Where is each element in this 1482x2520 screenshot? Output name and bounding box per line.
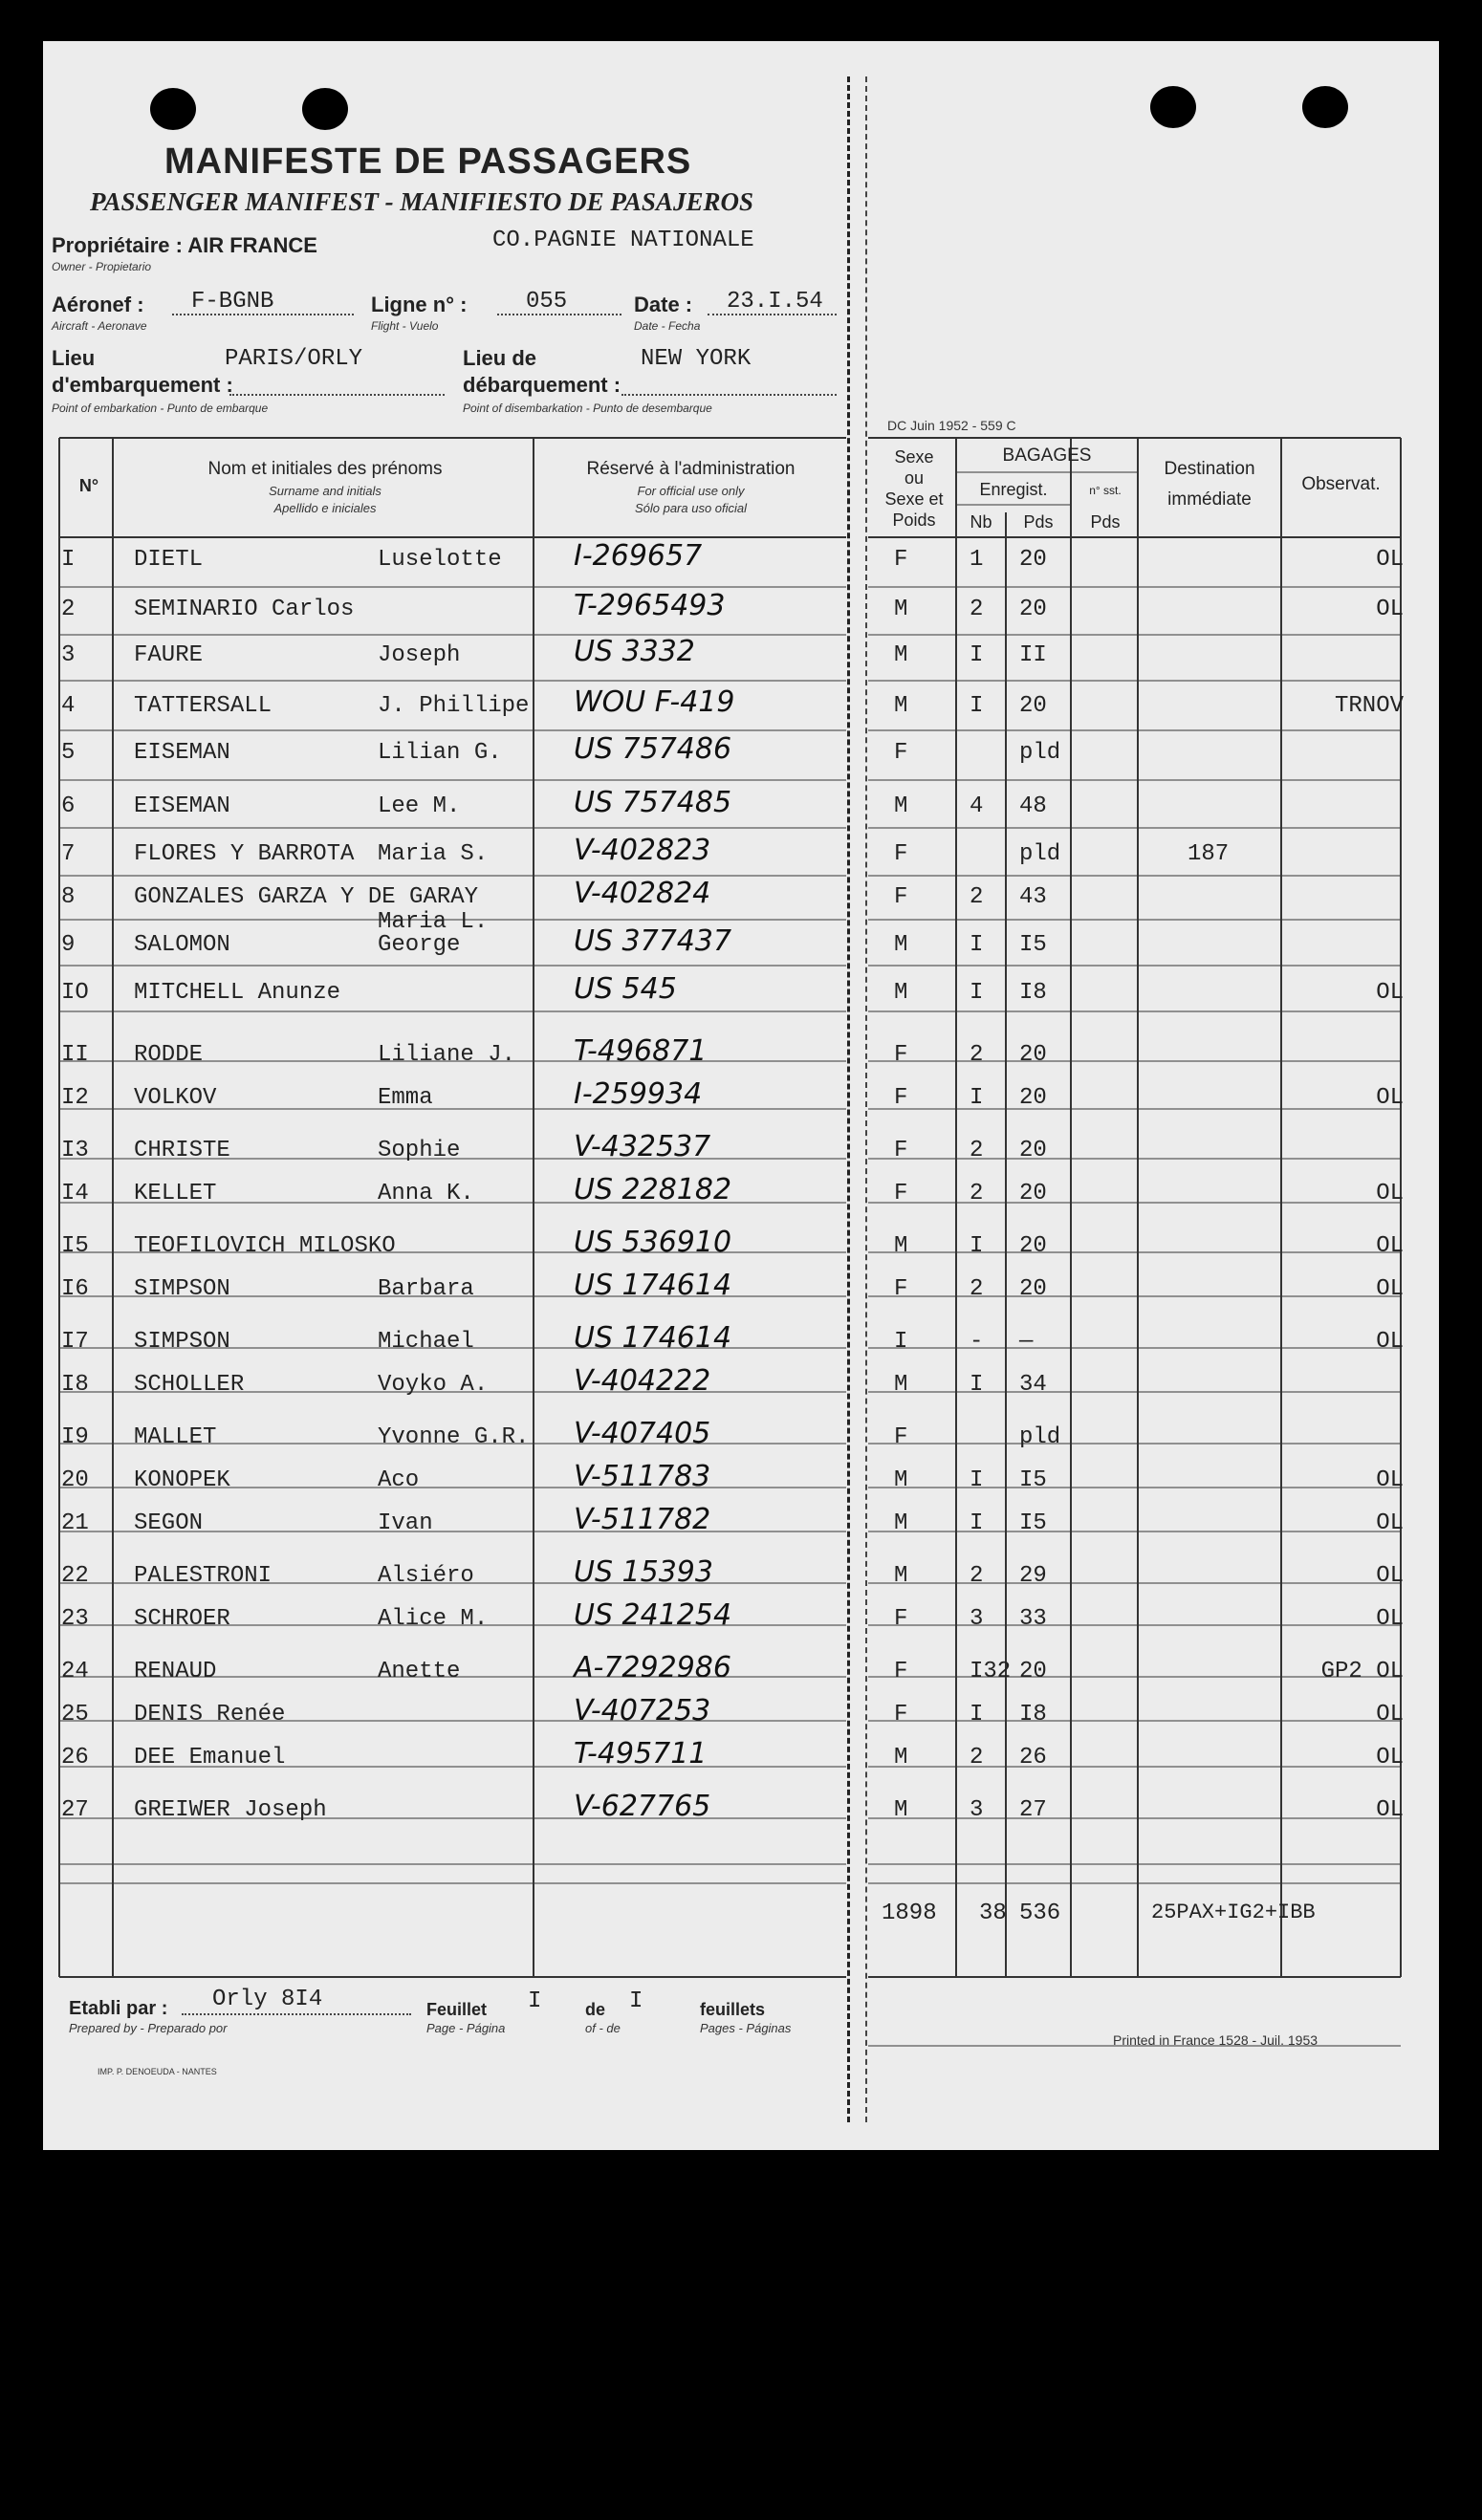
row-nb: I bbox=[970, 693, 984, 719]
row-surname: VOLKOV bbox=[134, 1085, 217, 1111]
row-admin: US 15393 bbox=[574, 1555, 713, 1589]
col-header-no: N° bbox=[78, 476, 99, 495]
row-admin: US 241254 bbox=[574, 1598, 732, 1632]
col-header-admin: Réservé à l'administration bbox=[586, 459, 795, 479]
row-first: Sophie bbox=[378, 1138, 461, 1163]
row-no: II bbox=[61, 1042, 89, 1068]
row-first: Anette bbox=[378, 1659, 461, 1684]
row-pds: 20 bbox=[1019, 1085, 1047, 1111]
row-pds: 34 bbox=[1019, 1372, 1047, 1398]
page-value: I bbox=[528, 1988, 542, 2014]
row-no: 9 bbox=[61, 932, 76, 958]
row-pds: pld bbox=[1019, 1424, 1061, 1450]
col-header-nb: Nb bbox=[970, 512, 992, 532]
row-no: 3 bbox=[61, 642, 76, 668]
row-surname: EISEMAN bbox=[134, 740, 230, 766]
row-admin: WOU F-419 bbox=[574, 685, 735, 719]
col-header-supp: n° sst. bbox=[1089, 484, 1122, 497]
row-pds: 20 bbox=[1019, 1042, 1047, 1068]
row-first: Emma bbox=[378, 1085, 433, 1111]
row-surname: MALLET bbox=[134, 1424, 217, 1450]
page-sub: Page - Página bbox=[426, 2021, 506, 2035]
row-pds: 20 bbox=[1019, 1276, 1047, 1302]
col-header-sex: Sexe et bbox=[884, 489, 944, 509]
row-nb: 2 bbox=[970, 1276, 984, 1302]
row-obs: OL bbox=[1376, 1085, 1404, 1111]
row-surname: DEE Emanuel bbox=[134, 1745, 286, 1771]
row-nb: I bbox=[970, 1702, 984, 1727]
row-first: Michael bbox=[378, 1329, 474, 1355]
row-sex: F bbox=[894, 740, 908, 766]
row-pds: 20 bbox=[1019, 1659, 1047, 1684]
row-no: 8 bbox=[61, 884, 76, 910]
row-obs: OL bbox=[1376, 1329, 1404, 1355]
row-admin: US 174614 bbox=[574, 1269, 732, 1302]
aircraft-value: F-BGNB bbox=[191, 289, 274, 315]
row-sex: M bbox=[894, 693, 908, 719]
row-surname: KONOPEK bbox=[134, 1467, 230, 1493]
row-pds: 27 bbox=[1019, 1797, 1047, 1823]
flight-label: Ligne n° : bbox=[371, 293, 468, 316]
prepared-sub: Prepared by - Preparado por bbox=[69, 2021, 228, 2035]
col-header-pds: Pds bbox=[1023, 512, 1054, 532]
row-pds: pld bbox=[1019, 740, 1061, 766]
row-surname: DENIS Renée bbox=[134, 1702, 286, 1727]
row-nb: I32 bbox=[970, 1659, 1012, 1684]
row-admin: V-432537 bbox=[574, 1130, 711, 1163]
row-sex: I bbox=[894, 1329, 908, 1355]
of-sub: of - de bbox=[585, 2021, 621, 2035]
row-obs: OL bbox=[1376, 1233, 1404, 1259]
row-pds: 20 bbox=[1019, 597, 1047, 622]
row-surname: MITCHELL Anunze bbox=[134, 980, 341, 1006]
row-first: Alsiéro bbox=[378, 1563, 474, 1589]
row-obs: OL bbox=[1376, 980, 1404, 1006]
row-sex: M bbox=[894, 1372, 908, 1398]
row-admin: I-269657 bbox=[574, 539, 703, 573]
row-surname: FAURE bbox=[134, 642, 204, 668]
row-surname: TATTERSALL bbox=[134, 693, 272, 719]
row-sex: M bbox=[894, 1797, 908, 1823]
row-no: I bbox=[61, 547, 76, 573]
disembark-sub: Point of disembarkation - Punto de desembarque bbox=[463, 402, 712, 415]
row-first: Joseph bbox=[378, 642, 461, 668]
row-surname: CHRISTE bbox=[134, 1138, 230, 1163]
row-first: J. Phillipe bbox=[378, 693, 530, 719]
row-extra: Maria L. bbox=[378, 909, 489, 935]
row-surname: SIMPSON bbox=[134, 1276, 230, 1302]
row-no: 20 bbox=[61, 1467, 89, 1493]
row-pds: I5 bbox=[1019, 1467, 1047, 1493]
row-admin: US 545 bbox=[574, 972, 677, 1006]
row-no: I7 bbox=[61, 1329, 89, 1355]
col-header-enreg: Enregist. bbox=[979, 480, 1048, 499]
row-admin: US 228182 bbox=[574, 1173, 732, 1206]
row-no: 7 bbox=[61, 841, 76, 867]
row-pds: 20 bbox=[1019, 1233, 1047, 1259]
owner-sub: Owner - Propietario bbox=[52, 260, 152, 273]
row-surname: RODDE bbox=[134, 1042, 204, 1068]
embark-label-2: d'embarquement : bbox=[52, 373, 233, 397]
row-surname: DIETL bbox=[134, 547, 204, 573]
aircraft-label: Aéronef : bbox=[52, 293, 144, 316]
row-admin: V-407405 bbox=[574, 1417, 711, 1450]
row-pds: 48 bbox=[1019, 793, 1047, 819]
row-no: I2 bbox=[61, 1085, 89, 1111]
row-obs: OL bbox=[1376, 1606, 1404, 1632]
row-pds: 33 bbox=[1019, 1606, 1047, 1632]
row-obs: OL bbox=[1376, 1702, 1404, 1727]
row-surname: SCHOLLER bbox=[134, 1372, 245, 1398]
row-no: 22 bbox=[61, 1563, 89, 1589]
row-first: Anna K. bbox=[378, 1181, 474, 1206]
total-dest: 25PAX+IG2+IBB bbox=[1151, 1901, 1316, 1924]
disembark-label: Lieu de bbox=[463, 346, 537, 370]
pages-sub: Pages - Páginas bbox=[700, 2021, 792, 2035]
row-admin: US 174614 bbox=[574, 1321, 732, 1355]
row-sex: M bbox=[894, 597, 908, 622]
row-sex: F bbox=[894, 1659, 908, 1684]
row-obs: OL bbox=[1376, 547, 1404, 573]
form-subtitle: PASSENGER MANIFEST - MANIFIESTO DE PASAJEROS bbox=[90, 187, 753, 216]
embark-label: Lieu bbox=[52, 346, 96, 370]
row-pds: II bbox=[1019, 642, 1047, 668]
row-sex: M bbox=[894, 1510, 908, 1536]
row-pds: 20 bbox=[1019, 1181, 1047, 1206]
total-weight: 1898 bbox=[882, 1901, 937, 1926]
row-surname: SIMPSON bbox=[134, 1329, 230, 1355]
row-admin: T-496871 bbox=[574, 1034, 708, 1068]
disembark-label-2: débarquement : bbox=[463, 373, 621, 397]
col-header-dest: Destination bbox=[1164, 459, 1255, 479]
row-no: IO bbox=[61, 980, 89, 1006]
col-header-sex: Sexe bbox=[894, 447, 934, 467]
date-value: 23.I.54 bbox=[727, 289, 823, 315]
row-nb: I bbox=[970, 1085, 984, 1111]
row-no: I8 bbox=[61, 1372, 89, 1398]
row-nb: I bbox=[970, 1467, 984, 1493]
row-pds: I8 bbox=[1019, 1702, 1047, 1727]
row-no: 2 bbox=[61, 597, 76, 622]
row-admin: A-7292986 bbox=[574, 1651, 731, 1684]
of-value: I bbox=[629, 1988, 643, 2014]
row-pds: 29 bbox=[1019, 1563, 1047, 1589]
row-sex: F bbox=[894, 1606, 908, 1632]
row-pds: pld bbox=[1019, 841, 1061, 867]
row-no: I3 bbox=[61, 1138, 89, 1163]
row-no: 26 bbox=[61, 1745, 89, 1771]
row-surname: SCHROER bbox=[134, 1606, 230, 1632]
col-header-name: Nom et initiales des prénoms bbox=[207, 459, 443, 479]
row-sex: M bbox=[894, 1745, 908, 1771]
row-surname: TEOFILOVICH MILOSKO bbox=[134, 1233, 396, 1259]
row-nb: 2 bbox=[970, 1042, 984, 1068]
row-admin: V-511782 bbox=[574, 1503, 711, 1536]
row-first: Yvonne G.R. bbox=[378, 1424, 530, 1450]
row-nb: 2 bbox=[970, 884, 984, 910]
row-nb: 2 bbox=[970, 1745, 984, 1771]
row-admin: V-402823 bbox=[574, 834, 711, 867]
row-first: George bbox=[378, 932, 461, 958]
printed-in-france: Printed in France 1528 - Juil. 1953 bbox=[1113, 2032, 1319, 2048]
row-first: Liliane J. bbox=[378, 1042, 516, 1068]
pages-label: feuillets bbox=[700, 2000, 766, 2019]
row-surname: RENAUD bbox=[134, 1659, 217, 1684]
row-no: 5 bbox=[61, 740, 76, 766]
row-nb: 2 bbox=[970, 1181, 984, 1206]
row-first: Ivan bbox=[378, 1510, 433, 1536]
row-pds: 20 bbox=[1019, 693, 1047, 719]
row-pds: 43 bbox=[1019, 884, 1047, 910]
row-obs: OL bbox=[1376, 1181, 1404, 1206]
col-header-admin-sub: Sólo para uso oficial bbox=[634, 501, 748, 515]
row-first: Lilian G. bbox=[378, 740, 502, 766]
row-admin: V-404222 bbox=[574, 1364, 711, 1398]
form-title: MANIFESTE DE PASSAGERS bbox=[164, 141, 692, 182]
row-sex: M bbox=[894, 1467, 908, 1493]
row-first: Barbara bbox=[378, 1276, 474, 1302]
row-sex: F bbox=[894, 884, 908, 910]
row-pds: — bbox=[1019, 1329, 1034, 1355]
row-no: 21 bbox=[61, 1510, 89, 1536]
row-admin: V-402824 bbox=[574, 877, 711, 910]
row-nb: 1 bbox=[970, 547, 984, 573]
date-label: Date : bbox=[634, 293, 693, 316]
flight-sub: Flight - Vuelo bbox=[371, 319, 439, 333]
row-sex: M bbox=[894, 1233, 908, 1259]
prepared-value: Orly 8I4 bbox=[212, 1987, 323, 2012]
row-admin: US 3332 bbox=[574, 635, 695, 668]
flight-value: 055 bbox=[526, 289, 568, 315]
row-nb: I bbox=[970, 642, 984, 668]
row-admin: V-627765 bbox=[574, 1790, 711, 1823]
row-nb: 2 bbox=[970, 1138, 984, 1163]
row-surname: SALOMON bbox=[134, 932, 230, 958]
row-admin: US 377437 bbox=[574, 924, 732, 958]
row-dest: 187 bbox=[1188, 841, 1230, 867]
row-obs: OL bbox=[1376, 1745, 1404, 1771]
row-obs: OL bbox=[1376, 1276, 1404, 1302]
row-pds: 20 bbox=[1019, 547, 1047, 573]
row-no: I9 bbox=[61, 1424, 89, 1450]
row-admin: V-511783 bbox=[574, 1460, 711, 1493]
form-code: DC Juin 1952 - 559 C bbox=[887, 418, 1016, 433]
row-admin: T-495711 bbox=[574, 1737, 708, 1771]
prepared-label: Etabli par : bbox=[69, 1998, 168, 2019]
row-nb: I bbox=[970, 932, 984, 958]
row-sex: F bbox=[894, 1085, 908, 1111]
disembark-value: NEW YORK bbox=[641, 346, 752, 372]
row-first: Alice M. bbox=[378, 1606, 489, 1632]
row-first: Aco bbox=[378, 1467, 420, 1493]
row-sex: F bbox=[894, 1424, 908, 1450]
col-header-sex: Poids bbox=[892, 511, 936, 530]
row-admin: V-407253 bbox=[574, 1694, 711, 1727]
row-no: 25 bbox=[61, 1702, 89, 1727]
col-header-sex: ou bbox=[904, 468, 925, 488]
row-nb: I bbox=[970, 1233, 984, 1259]
col-header-observ: Observat. bbox=[1301, 474, 1381, 494]
row-no: 6 bbox=[61, 793, 76, 819]
row-pds: I5 bbox=[1019, 1510, 1047, 1536]
embark-sub: Point of embarkation - Punto de embarque bbox=[52, 402, 269, 415]
row-surname: GREIWER Joseph bbox=[134, 1797, 327, 1823]
row-surname: KELLET bbox=[134, 1181, 217, 1206]
row-sex: F bbox=[894, 1181, 908, 1206]
row-nb: 2 bbox=[970, 597, 984, 622]
prepared-line bbox=[182, 2013, 411, 2015]
row-sex: F bbox=[894, 1276, 908, 1302]
row-obs: GP2 OL bbox=[1320, 1659, 1404, 1684]
row-sex: M bbox=[894, 642, 908, 668]
col-header-bagages: BAGAGES bbox=[1002, 445, 1092, 466]
row-surname: SEMINARIO Carlos bbox=[134, 597, 355, 622]
col-header-pds-2: Pds bbox=[1090, 512, 1121, 532]
row-obs: OL bbox=[1376, 1510, 1404, 1536]
row-surname: SEGON bbox=[134, 1510, 204, 1536]
row-no: 4 bbox=[61, 693, 76, 719]
row-first: Maria S. bbox=[378, 841, 489, 867]
row-pds: 26 bbox=[1019, 1745, 1047, 1771]
row-first: Voyko A. bbox=[378, 1372, 489, 1398]
row-admin: US 536910 bbox=[574, 1226, 732, 1259]
row-sex: M bbox=[894, 980, 908, 1006]
row-nb: - bbox=[970, 1329, 984, 1355]
row-admin: US 757485 bbox=[574, 786, 732, 819]
col-header-name-sub: Apellido e iniciales bbox=[273, 501, 377, 515]
col-header-dest-2: immédiate bbox=[1167, 489, 1252, 510]
row-nb: 4 bbox=[970, 793, 984, 819]
row-obs: OL bbox=[1376, 597, 1404, 622]
row-no: I5 bbox=[61, 1233, 89, 1259]
aircraft-sub: Aircraft - Aeronave bbox=[52, 319, 147, 333]
row-pds: 20 bbox=[1019, 1138, 1047, 1163]
row-sex: F bbox=[894, 1138, 908, 1163]
row-sex: M bbox=[894, 793, 908, 819]
row-surname: EISEMAN bbox=[134, 793, 230, 819]
row-nb: 2 bbox=[970, 1563, 984, 1589]
owner-label: Propriétaire : AIR FRANCE bbox=[52, 233, 317, 257]
row-sex: F bbox=[894, 1042, 908, 1068]
row-no: I6 bbox=[61, 1276, 89, 1302]
row-no: 23 bbox=[61, 1606, 89, 1632]
company-name: CO.PAGNIE NATIONALE bbox=[492, 228, 754, 253]
row-sex: F bbox=[894, 1702, 908, 1727]
row-nb: 3 bbox=[970, 1606, 984, 1632]
row-admin: T-2965493 bbox=[574, 589, 726, 622]
row-sex: F bbox=[894, 841, 908, 867]
row-sex: F bbox=[894, 547, 908, 573]
row-nb: 3 bbox=[970, 1797, 984, 1823]
total-nb: 38 bbox=[979, 1901, 1007, 1926]
of-label: de bbox=[585, 2000, 606, 2019]
row-first: Lee M. bbox=[378, 793, 461, 819]
row-obs: TRNOV bbox=[1334, 693, 1404, 719]
row-surname: PALESTRONI bbox=[134, 1563, 272, 1589]
col-header-admin-sub: For official use only bbox=[637, 484, 745, 498]
row-no: I4 bbox=[61, 1181, 89, 1206]
page-label: Feuillet bbox=[426, 2000, 488, 2019]
row-pds: I8 bbox=[1019, 980, 1047, 1006]
row-obs: OL bbox=[1376, 1563, 1404, 1589]
row-obs: OL bbox=[1376, 1467, 1404, 1493]
embark-value: PARIS/ORLY bbox=[225, 346, 363, 372]
row-surname: FLORES Y BARROTA bbox=[134, 841, 355, 867]
row-no: 24 bbox=[61, 1659, 89, 1684]
row-first: Luselotte bbox=[378, 547, 502, 573]
row-pds: I5 bbox=[1019, 932, 1047, 958]
date-sub: Date - Fecha bbox=[634, 319, 701, 333]
row-surname: GONZALES GARZA Y DE GARAY bbox=[134, 884, 479, 910]
col-header-name-sub: Surname and initials bbox=[269, 484, 381, 498]
row-sex: M bbox=[894, 932, 908, 958]
row-obs: OL bbox=[1376, 1797, 1404, 1823]
row-admin: I-259934 bbox=[574, 1077, 703, 1111]
row-sex: M bbox=[894, 1563, 908, 1589]
row-nb: I bbox=[970, 980, 984, 1006]
imprint: IMP. P. DENOEUDA - NANTES bbox=[98, 2067, 217, 2076]
total-pds: 536 bbox=[1019, 1901, 1061, 1926]
row-nb: I bbox=[970, 1372, 984, 1398]
row-no: 27 bbox=[61, 1797, 89, 1823]
row-admin: US 757486 bbox=[574, 732, 732, 766]
row-nb: I bbox=[970, 1510, 984, 1536]
